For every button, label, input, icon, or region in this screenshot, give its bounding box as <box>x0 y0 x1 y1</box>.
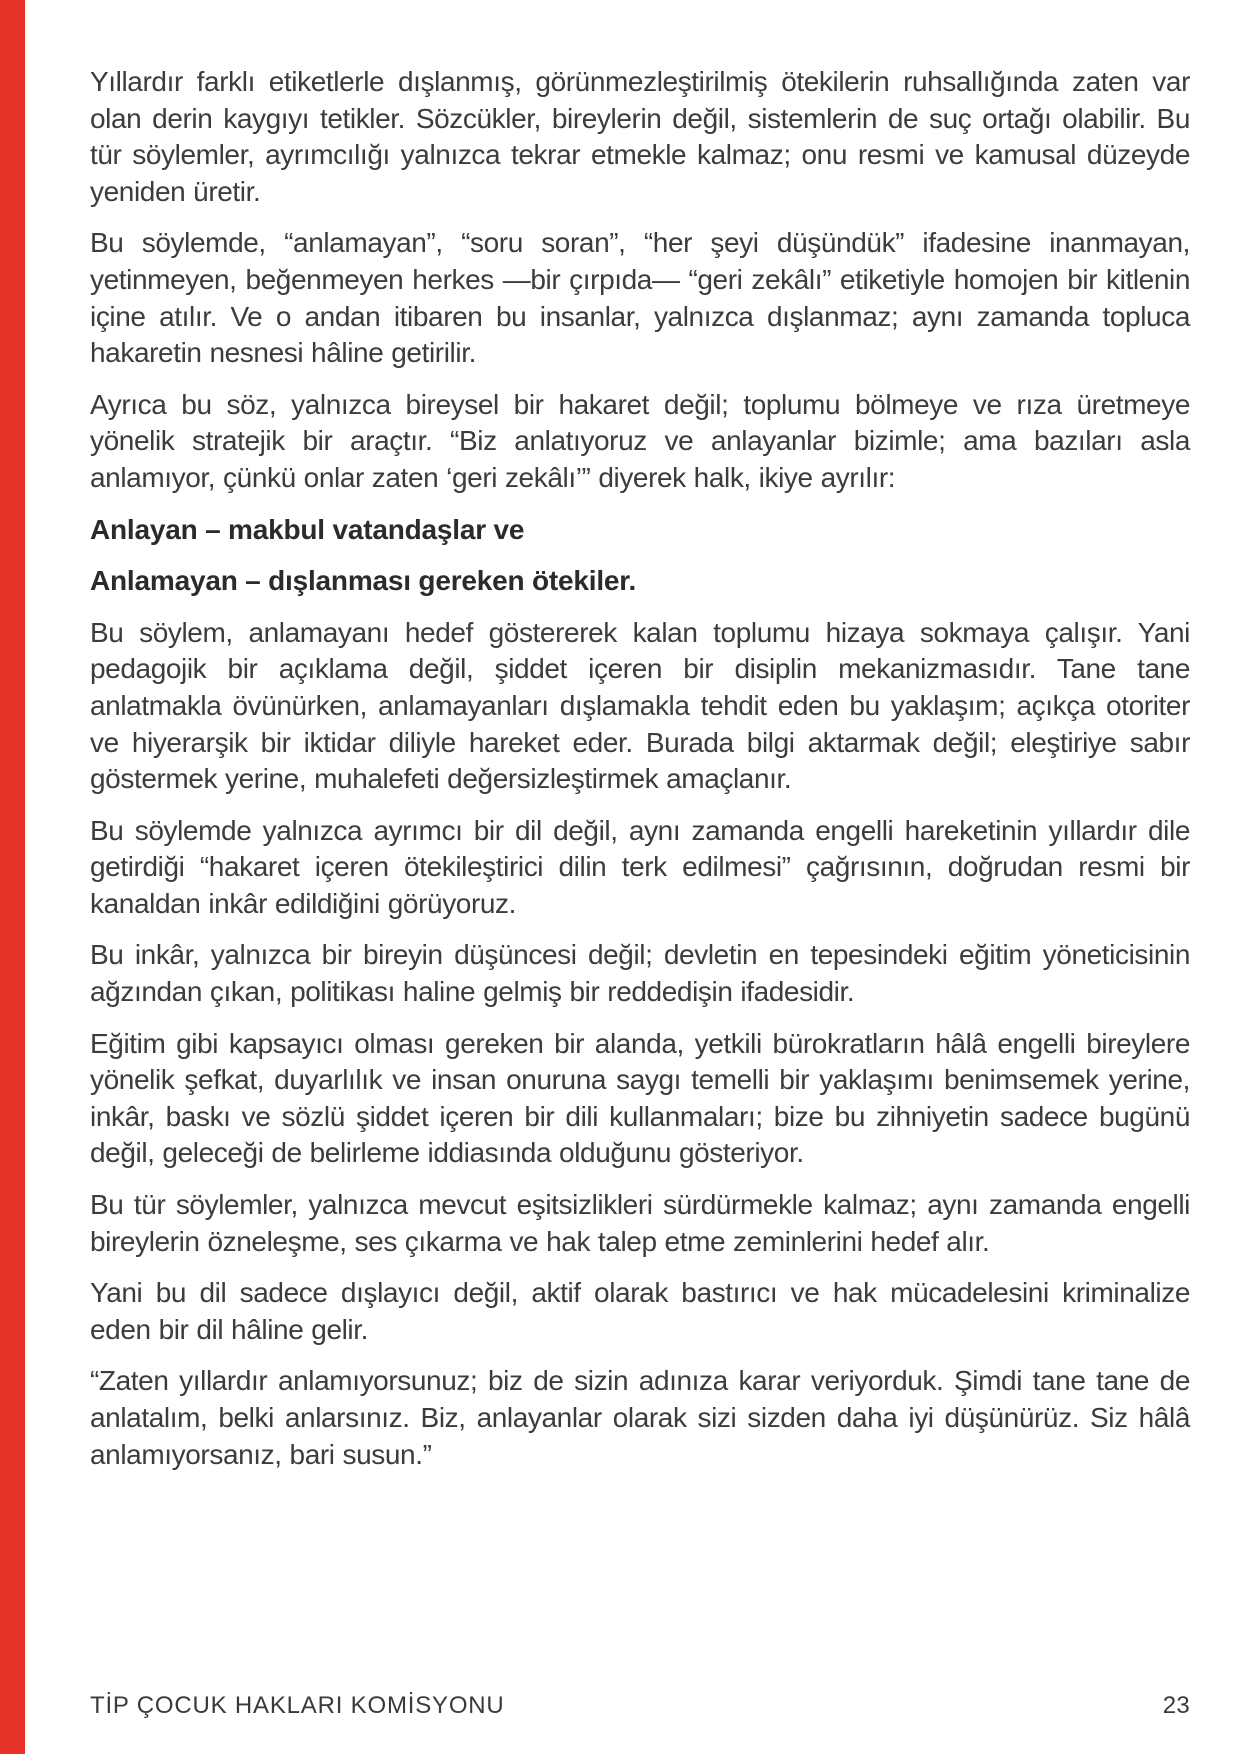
body-paragraph: Eğitim gibi kapsayıcı olması gereken bir alanda, yetkili bürokratların hâlâ engelli bireylere yönelik şefkat, duyarlılık ve insan onuruna saygı temelli bir yaklaşımı benimsemek yerine, inkâr, baskı ve sözlü şiddet içeren bir dili kullanmaları; bize bu zihniyetin sadece bugünü değil, geleceği de belirleme iddiasında olduğunu gösteriyor. <box>90 1027 1190 1169</box>
footer-commission-title: TİP ÇOCUK HAKLARI KOMİSYONU <box>90 1692 505 1719</box>
section-heading: Anlayan – makbul vatandaşlar ve <box>90 513 525 545</box>
body-paragraph: Bu tür söylemler, yalnızca mevcut eşitsizlikleri sürdürmekle kalmaz; aynı zamanda engelli bireylerin özneleşme, ses çıkarma ve hak talep etme zeminlerini hedef alır. <box>90 1189 1190 1257</box>
body-paragraph: Ayrıca bu söz, yalnızca bireysel bir hakaret değil; toplumu bölmeye ve rıza üretmeye yönelik stratejik bir araçtır. “Biz anlatıyoruz ve anlayanlar bizimle; ama bazıları asla anlamıyor, çünkü onlar zaten ‘geri zekâlı’” diyerek halk, ikiye ayrılır: <box>90 388 1190 493</box>
body-paragraph: Bu söylemde, “anlamayan”, “soru soran”, “her şeyi düşündük” ifadesine inanmayan, yetinmeyen, beğenmeyen herkes —bir çırpıda— “geri zekâlı” etiketiyle homojen bir kitlenin içine atılır. Ve o andan itibaren bu insanlar, yalnızca dışlanmaz; aynı zamanda topluca hakaretin nesnesi hâline getirilir. <box>90 227 1190 369</box>
body-paragraph: Bu söylem, anlamayanı hedef göstererek kalan toplumu hizaya sokmaya çalışır. Yani pedagojik bir açıklama değil, şiddet içeren bir disiplin mekanizmasıdır. Tane tane anlatmakla övünürken, anlamayanları dışlamakla tehdit eden bu yaklaşım; açıkça otoriter ve hiyerarşik bir iktidar diliyle hareket eder. Burada bilgi aktarmak değil; eleştiriye sabır göstermek yerine, muhalefeti değersizleştirmek amaçlanır. <box>90 616 1190 795</box>
page-body <box>90 64 1190 1488</box>
body-paragraph: Bu söylemde yalnızca ayrımcı bir dil değil, aynı zamanda engelli hareketinin yıllardır dile getirdiği “hakaret içeren ötekileştirici dilin terk edilmesi” çağrısının, doğrudan resmi bir kanaldan inkâr edildiğini görüyoruz. <box>90 814 1190 919</box>
page-footer <box>90 1692 1190 1720</box>
section-heading: Anlamayan – dışlanması gereken ötekiler. <box>90 565 637 597</box>
body-paragraph: “Zaten yıllardır anlamıyorsunuz; biz de sizin adınıza karar veriyorduk. Şimdi tane tane de anlatalım, belki anlarsınız. Biz, anlayanlar olarak sizi sizden daha iyi düşünürüz. Siz hâlâ anlamıyorsanız, bari susun.” <box>90 1365 1190 1470</box>
page-edge-accent-bar <box>0 0 25 1754</box>
body-paragraph: Yıllardır farklı etiketlerle dışlanmış, görünmezleştirilmiş ötekilerin ruhsallığında zaten var olan derin kaygıyı tetikler. Sözcükler, bireylerin değil, sistemlerin de suç ortağı olabilir. Bu tür söylemler, ayrımcılığı yalnızca tekrar etmekle kalmaz; onu resmi ve kamusal düzeyde yeniden üretir. <box>90 66 1190 207</box>
body-paragraph: Bu inkâr, yalnızca bir bireyin düşüncesi değil; devletin en tepesindeki eğitim yöneticisinin ağzından çıkan, politikası haline gelmiş bir reddedişin ifadesidir. <box>90 939 1190 1008</box>
body-paragraph: Yani bu dil sadece dışlayıcı değil, aktif olarak bastırıcı ve hak mücadelesini kriminalize eden bir dil hâline gelir. <box>90 1277 1190 1345</box>
page-number: 23 <box>1162 1692 1190 1719</box>
